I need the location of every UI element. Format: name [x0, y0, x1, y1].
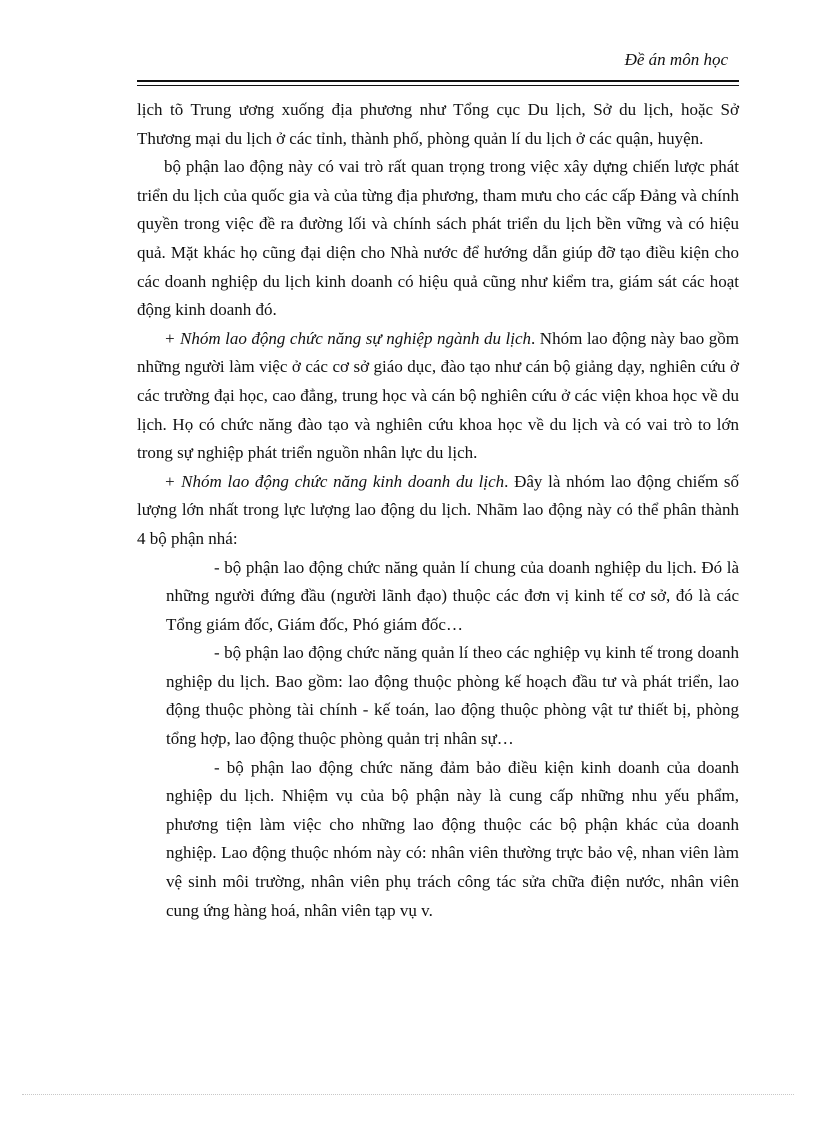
header-rule-thin: [137, 85, 739, 86]
paragraph-3-text: . Nhóm lao động này bao gồm những người làm việc ở các cơ sở giáo dục, đào tạo như cán bộ giảng dạy, nghiên cứu ở các trường đại học, cao đẳng, trung học và cán bộ nghiên cứu ở các viện khoa học về du lịch. Họ có chức năng đào tạo và nghiên cứu khoa học về du lịch và có vai trò to lớn trong sự nghiệp phát triển nguồn nhân lực du lịch.: [137, 328, 739, 463]
page-bottom-dotted-border: [22, 1094, 794, 1095]
document-body: [137, 96, 739, 925]
list-item-management: - bộ phận lao động chức năng quản lí chung của doanh nghiệp du lịch. Đó là những người đứng đầu (người lãnh đạo) thuộc các đơn vị kinh tế cơ sở, đó là các Tổng giám đốc, Giám đốc, Phó giám đốc…: [166, 557, 739, 634]
paragraph-3: [137, 325, 739, 468]
paragraph-4-text: . Đây là nhóm lao động chiếm số lượng lớn nhất trong lực lượng lao động du lịch. Nhãm lao động này có thể phân thành 4 bộ phận nhá:: [137, 471, 739, 548]
paragraph-4: [137, 468, 739, 554]
header-rule-thick: [137, 80, 739, 82]
paragraph-3-heading: + Nhóm lao động chức năng sự nghiệp ngành du lịch: [164, 328, 532, 348]
paragraph-2: bộ phận lao động này có vai trò rất quan trọng trong việc xây dựng chiến lược phát triển du lịch của quốc gia và của từng địa phương, tham mưu cho các cấp Đảng và chính quyền trong việc đề ra đường lối và chính sách phát triển du lịch bền vững và có hiệu quả. Mặt khác họ cũng đại diện cho Nhà nước để hướng dẫn giúp đỡ tạo điều kiện cho các doanh nghiệp du lịch kinh doanh có hiệu quả cũng như kiểm tra, giám sát các hoạt động kinh doanh đó.: [137, 157, 739, 320]
paragraph-4-heading: + Nhóm lao động chức năng kinh doanh du lịch: [164, 471, 505, 491]
list-item-business-operations: - bộ phận lao động chức năng quản lí theo các nghiệp vụ kinh tế trong doanh nghiệp du lịch. Bao gồm: lao động thuộc phòng kế hoạch đầu tư và phát triển, lao động thuộc phòng tài chính - kế toán, lao động thuộc phòng vật tư thiết bị, phòng tổng hợp, lao động thuộc phòng quản trị nhân sự…: [166, 643, 739, 749]
paragraph-1: lịch tõ Trung ương xuống địa phương như Tổng cục Du lịch, Sở du lịch, hoặc Sở Thương mại du lịch ở các tỉnh, thành phố, phòng quản lí du lịch ở các quận, huyện.: [137, 100, 739, 148]
page-header-title: Đề án môn học: [624, 50, 728, 69]
list-item-business-support: - bộ phận lao động chức năng đảm bảo điều kiện kinh doanh của doanh nghiệp du lịch. Nhiệm vụ của bộ phận này là cung cấp những nhu yếu phẩm, phương tiện làm việc cho những lao động thuộc các bộ phận khác của doanh nghiệp. Lao động thuộc nhóm này có: nhân viên thường trực bảo vệ, nhan viên làm vệ sinh môi trường, nhân viên phụ trách công tác sửa chữa điện nước, nhân viên cung ứng hàng hoá, nhân viên tạp vụ v.: [166, 757, 739, 920]
